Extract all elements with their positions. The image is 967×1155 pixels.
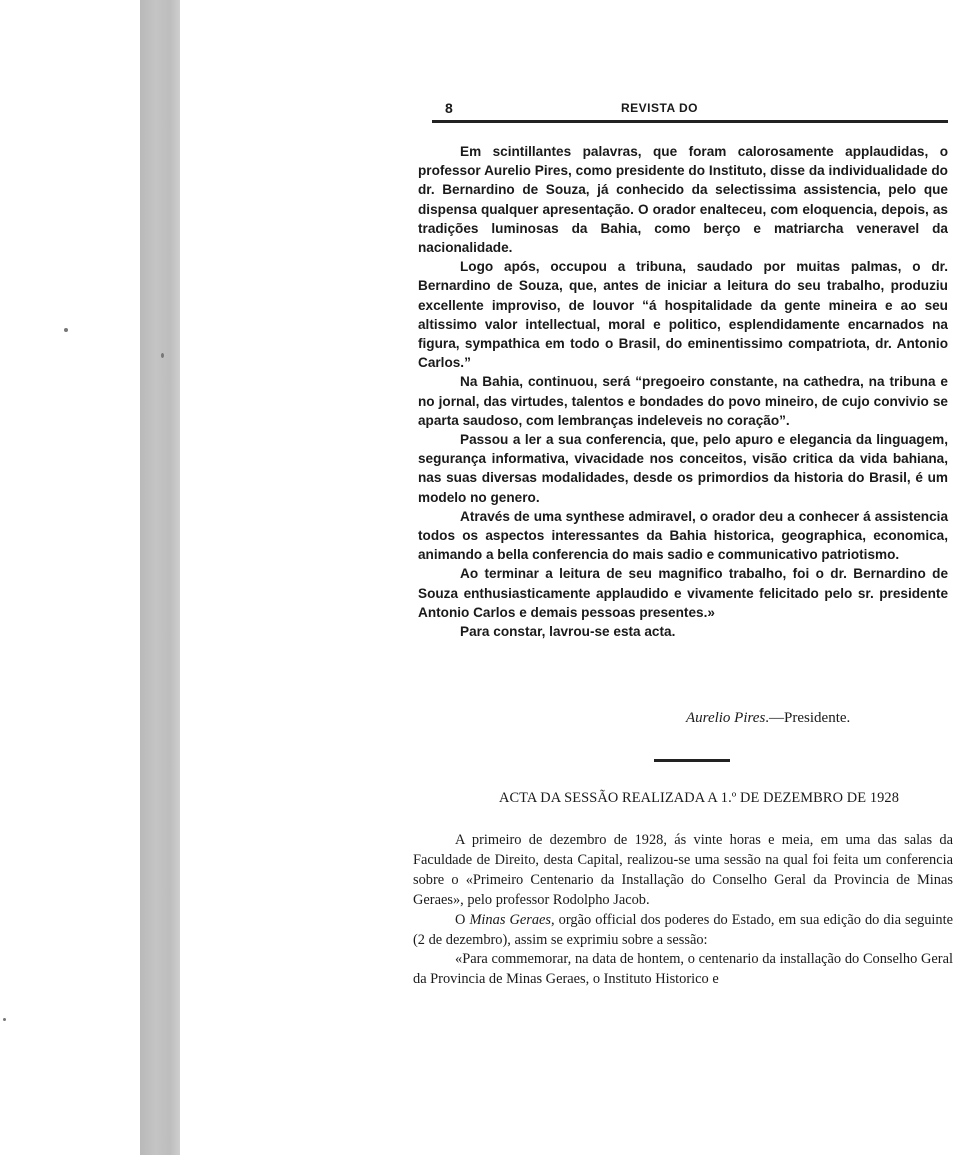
continued-minutes-text [418, 142, 948, 641]
new-minutes-text [413, 831, 953, 990]
page-header [431, 96, 951, 118]
paragraph: Na Bahia, continuou, será “pregoeiro constante, na cathedra, na tribuna e no jornal, das virtudes, talentos e bondades do povo mineiro, de cujo convivio se aparta saudoso, com lembranças indeleveis no coração”. [418, 374, 948, 428]
signatory-name: Aurelio Pires [686, 710, 766, 726]
paragraph [413, 911, 953, 951]
paragraph: Logo após, occupou a tribuna, saudado por muitas palmas, o dr. Bernardino de Souza, que, antes de iniciar a leitura do seu trabalho, produziu excellente improviso, de louvor “á hospitalidade da gente mineira e ao seu altissimo valor intellectual, moral e politico, esplendidamente encarnados na figura, sympathica em todo o Brasil, do eminentissimo compatriota, dr. Antonio Carlos.” [418, 259, 948, 371]
paragraph: Através de uma synthese admiravel, o orador deu a conhecer á assistencia todos os aspectos interessantes da Bahia historica, geographica, economica, animando a bella conferencia do mais sadio e communicativo patriotismo. [418, 508, 948, 563]
section-title: ACTA DA SESSÃO REALIZADA A 1.º DE DEZEMBRO DE 1928 [498, 790, 900, 806]
scan-speck [161, 353, 164, 358]
paragraph-rest: , orgão official dos poderes do Estado, em sua edição do dia seguinte (2 de dezembro), assim se exprimiu sobre a sessão: [413, 911, 953, 948]
scan-speck [3, 1018, 6, 1021]
signatory-title: .—Presidente. [765, 710, 851, 726]
paragraph: Ao terminar a leitura de seu magnifico trabalho, foi o dr. Bernardino de Souza enthusiasticamente applaudido e vivamente felicitado pelo sr. presidente Antonio Carlos e demais pessoas presentes.» [418, 566, 948, 620]
paragraph: A primeiro de dezembro de 1928, ás vinte horas e meia, em uma das salas da Faculdade de Direito, desta Capital, realizou-se uma sessão na qual foi feita um conferencia sobre o «Primeiro Centenario da Installação do Conselho Geral da Provincia de Minas Geraes», pelo professor Rodolpho Jacob. [413, 832, 953, 908]
header-rule [432, 120, 948, 123]
paragraph-prefix: O [455, 911, 470, 928]
paragraph: Em scintillantes palavras, que foram calorosamente applaudidas, o professor Aurelio Pires, como presidente do Instituto, disse da individualidade do dr. Bernardino de Souza, já conhecido da selectissima assistencia, pelo que dispensa qualquer apresentação. O orador enalteceu, com eloquencia, depois, as tradições luminosas da Bahia, como berço e matriarcha veneravel da nacionalidade. [418, 144, 948, 256]
section-separator [654, 759, 730, 762]
paragraph: Para constar, lavrou-se esta acta. [460, 624, 676, 640]
book-spine-shadow [140, 0, 180, 1155]
page-number: 8 [445, 100, 453, 116]
newspaper-name: Minas Geraes [469, 911, 552, 928]
signature-line [686, 710, 850, 727]
running-head: REVISTA DO [621, 101, 699, 115]
scan-speck [64, 328, 68, 332]
paragraph: Passou a ler a sua conferencia, que, pelo apuro e elegancia da linguagem, segurança informativa, vivacidade nos conceitos, visão critica da vida bahiana, nas suas diversas modalidades, desde os primordios da historia do Brasil, é um modelo no genero. [418, 432, 948, 505]
paragraph: «Para commemorar, na data de hontem, o centenario da installação do Conselho Geral da Provincia de Minas Geraes, o Instituto Historico e [413, 951, 953, 988]
